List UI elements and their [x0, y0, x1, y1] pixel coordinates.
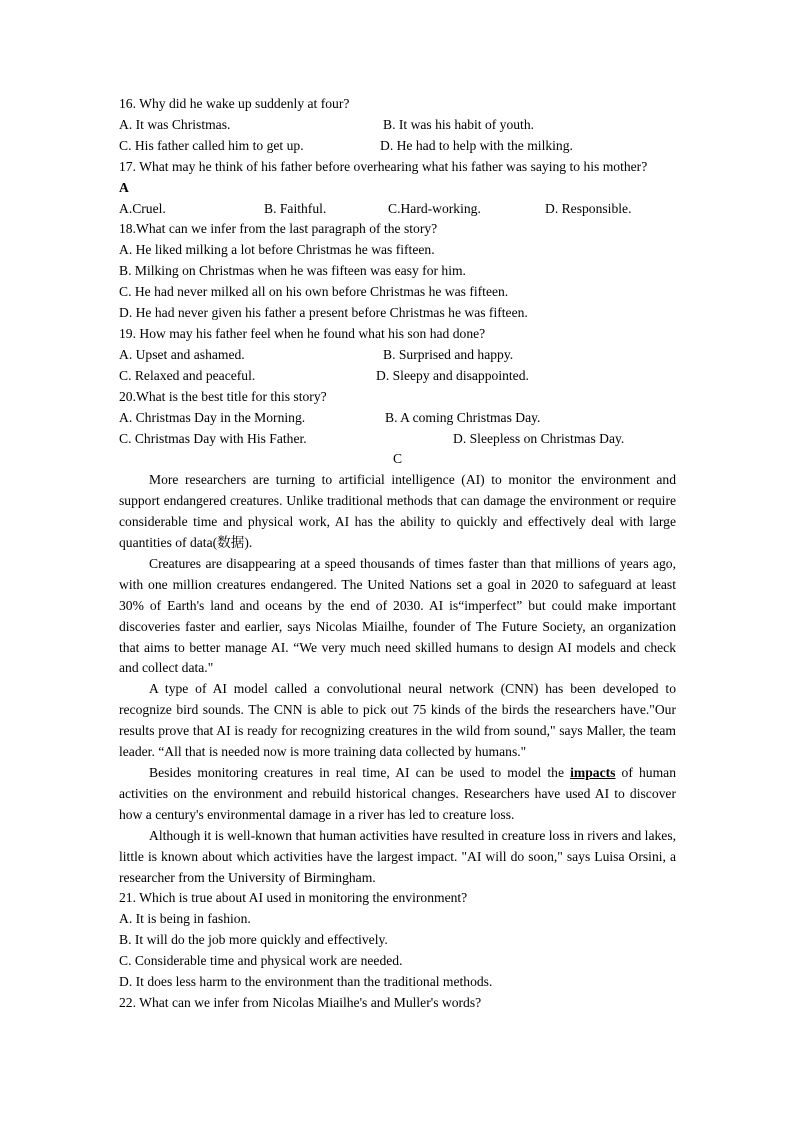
- question-20-options-row-1: [119, 408, 676, 429]
- passage-paragraph-1: More researchers are turning to artificial intelligence (AI) to monitor the environment and support endangered creatures. Unlike traditional methods that can damage the environment or require considerable time and physical work, AI has the ability to quickly and effectively deal with large quantities of data(数据).: [119, 472, 676, 551]
- q21-option-b: B. It will do the job more quickly and effectively.: [119, 932, 388, 948]
- section-label: C: [392, 451, 403, 467]
- question-16-options-row-2: [119, 136, 676, 157]
- question-20-text: 20.What is the best title for this story?: [119, 388, 327, 404]
- passage-paragraph-4: [119, 763, 676, 826]
- question-16-text: 16. Why did he wake up suddenly at four?: [119, 96, 350, 111]
- q21-option-a: A. It is being in fashion.: [119, 911, 251, 927]
- q20-option-a: A. Christmas Day in the Morning.: [119, 409, 306, 425]
- q16-option-a: A. It was Christmas.: [119, 116, 231, 132]
- q19-option-d: D. Sleepy and disappointed.: [376, 367, 529, 383]
- q21-option-c: C. Considerable time and physical work are needed.: [119, 953, 403, 969]
- q17-option-b: B. Faithful.: [264, 200, 327, 216]
- q20-option-c: C. Christmas Day with His Father.: [119, 430, 307, 446]
- question-21-text: 21. Which is true about AI used in monitoring the environment?: [119, 890, 468, 906]
- q16-option-b: B. It was his habit of youth.: [383, 116, 535, 132]
- q18-option-c: C. He had never milked all on his own before Christmas he was fifteen.: [119, 284, 509, 300]
- q19-option-b: B. Surprised and happy.: [383, 346, 514, 362]
- q20-option-d: D. Sleepless on Christmas Day.: [453, 430, 625, 446]
- q19-option-c: C. Relaxed and peaceful.: [119, 367, 256, 383]
- q20-option-b: B. A coming Christmas Day.: [385, 409, 541, 425]
- p4-impacts-highlight: impacts: [570, 765, 616, 780]
- p4-text-before: Besides monitoring creatures in real time, AI can be used to model the: [149, 765, 571, 780]
- q17-option-a: A.Cruel.: [119, 200, 166, 216]
- q19-option-a: A. Upset and ashamed.: [119, 346, 245, 362]
- p4-text-after: of human activities on the environment and rebuild historical changes. Researchers have used AI to discover how a century's environmental damage in a river has led to creature loss.: [119, 765, 676, 822]
- exam-content: [119, 94, 676, 1014]
- question-17-options-row: [119, 199, 676, 220]
- question-16-options-row-1: [119, 115, 676, 136]
- question-17-answer-mark: A: [119, 179, 129, 195]
- q18-option-a: A. He liked milking a lot before Christmas he was fifteen.: [119, 242, 435, 258]
- question-17-text: 17. What may he think of his father before overhearing what his father was saying to his mother?: [119, 158, 648, 174]
- q17-option-c: C.Hard-working.: [388, 200, 481, 216]
- passage-paragraph-3: A type of AI model called a convolutional neural network (CNN) has been developed to recognize bird sounds. The CNN is able to pick out 75 kinds of the birds the researchers have."Our results prove that AI is ready for recognizing creatures in the wild from sound," says Maller, the team leader. “All that is needed now is more training data collected by humans.": [119, 681, 676, 760]
- question-18-text: 18.What can we infer from the last paragraph of the story?: [119, 221, 438, 237]
- question-19-options-row-1: [119, 345, 676, 366]
- passage-paragraph-2: Creatures are disappearing at a speed thousands of times faster than that millions of years ago, with one million creatures endangered. The United Nations set a goal in 2020 to safeguard at least 30% of Earth's land and oceans by the end of 2030. AI is“imperfect” but could make important discoveries faster and earlier, says Nicolas Miailhe, founder of The Future Society, an organization that aims to better manage AI. “We very much need skilled humans to design AI models and check and collect data.": [119, 555, 676, 676]
- q16-option-c: C. His father called him to get up.: [119, 137, 304, 153]
- q18-option-b: B. Milking on Christmas when he was fifteen was easy for him.: [119, 263, 466, 279]
- question-19-options-row-2: [119, 366, 676, 387]
- question-19-text: 19. How may his father feel when he found what his son had done?: [119, 325, 486, 341]
- question-20-options-row-2: [119, 429, 676, 450]
- passage-paragraph-5: Although it is well-known that human activities have resulted in creature loss in rivers and lakes, little is known about which activities have the largest impact. "AI will do soon," says Luisa Orsini, a researcher from the University of Birmingham.: [119, 827, 677, 885]
- q21-option-d: D. It does less harm to the environment than the traditional methods.: [119, 974, 493, 990]
- q17-option-d: D. Responsible.: [545, 200, 632, 216]
- question-22-text: 22. What can we infer from Nicolas Miailhe's and Muller's words?: [119, 994, 482, 1010]
- q18-option-d: D. He had never given his father a present before Christmas he was fifteen.: [119, 305, 528, 321]
- q16-option-d: D. He had to help with the milking.: [380, 137, 573, 153]
